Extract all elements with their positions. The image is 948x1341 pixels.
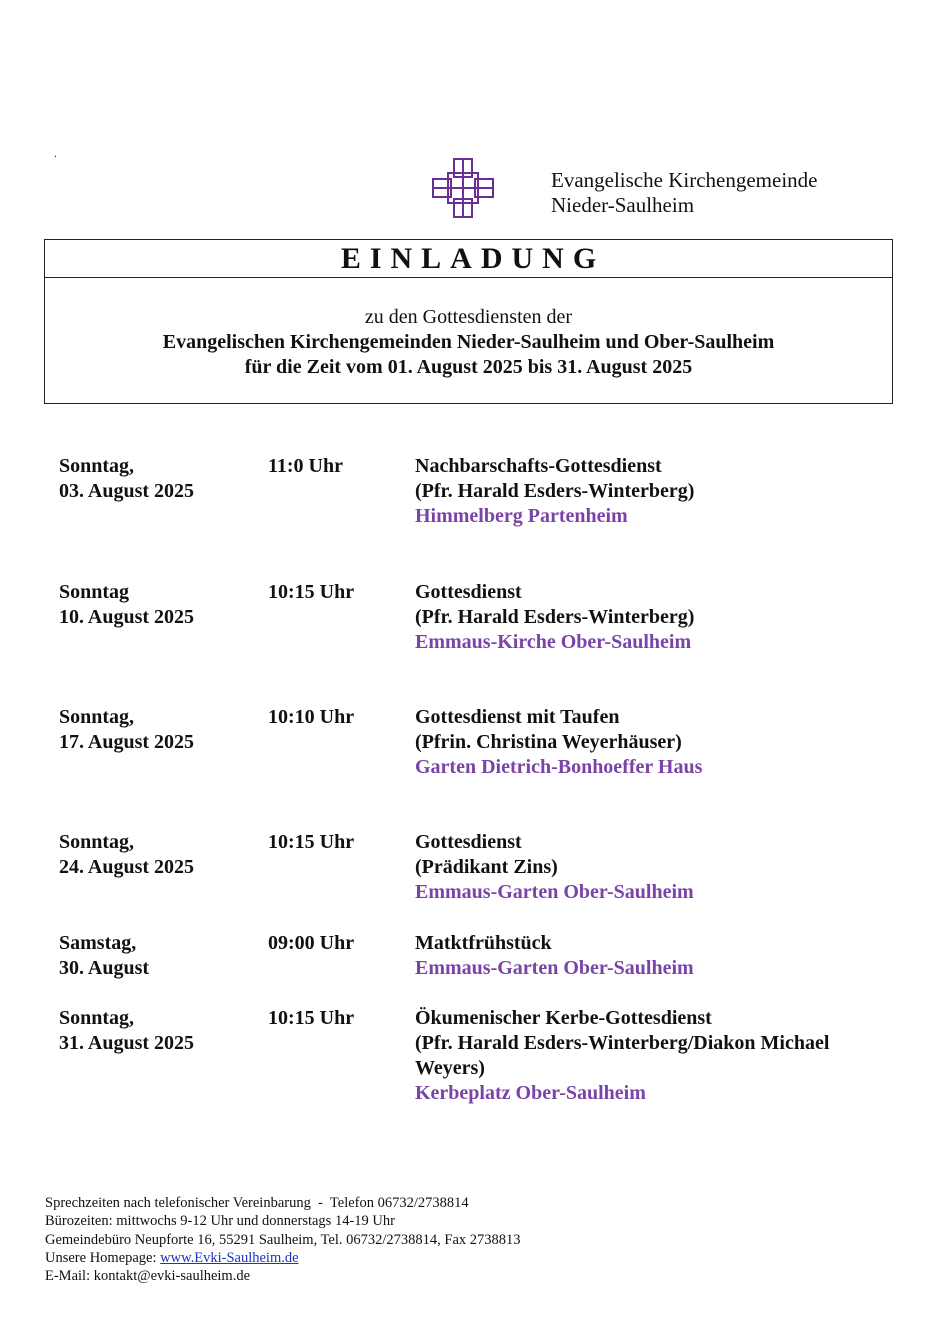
service-location: Himmelberg Partenheim <box>415 505 628 527</box>
invitation-line-3: für die Zeit vom 01. August 2025 bis 31. August 2025 <box>244 356 693 378</box>
service-date <box>59 580 194 630</box>
service-title: Matktfrühstück <box>415 932 552 954</box>
service-date <box>59 931 149 981</box>
service-date <box>59 454 194 504</box>
service-location: Emmaus-Garten Ober-Saulheim <box>415 881 694 903</box>
footer-homepage <box>45 1249 521 1267</box>
service-day: Samstag, <box>59 932 137 954</box>
homepage-link[interactable]: www.Evki-Saulheim.de <box>160 1249 299 1266</box>
footer-address: Gemeindebüro Neupforte 16, 55291 Saulheim, Tel. 06732/2738814, Fax 2738813 <box>45 1231 521 1248</box>
footer-office-hours: Bürozeiten: mittwochs 9-12 Uhr und donnerstags 14-19 Uhr <box>45 1213 395 1230</box>
service-info <box>415 580 885 655</box>
service-info <box>415 1006 885 1106</box>
service-time: 11:0 Uhr <box>268 455 343 477</box>
invitation-title: EINLADUNG <box>45 240 892 278</box>
service-title: Ökumenischer Kerbe-Gottesdienst <box>415 1007 712 1029</box>
service-info <box>415 931 885 981</box>
service-day: Sonntag, <box>59 455 135 477</box>
service-time: 09:00 Uhr <box>268 932 355 954</box>
service-title: Nachbarschafts-Gottesdienst <box>415 455 662 477</box>
service-location: Emmaus-Kirche Ober-Saulheim <box>415 631 692 653</box>
service-title: Gottesdienst <box>415 831 522 853</box>
invitation-subtitle <box>45 278 892 380</box>
service-day: Sonntag <box>59 581 130 603</box>
service-info <box>415 705 885 780</box>
service-title: Gottesdienst <box>415 581 522 603</box>
service-detail: (Pfr. Harald Esders-Winterberg) <box>415 606 695 628</box>
organization-name <box>551 168 817 218</box>
service-day: Sonntag, <box>59 831 135 853</box>
service-info <box>415 454 885 529</box>
service-time: 10:15 Uhr <box>268 1007 355 1029</box>
service-time: 10:10 Uhr <box>268 706 355 728</box>
service-detail: (Prädikant Zins) <box>415 856 558 878</box>
service-info <box>415 830 885 905</box>
org-line-1: Evangelische Kirchengemeinde <box>551 168 818 192</box>
service-detail: (Pfr. Harald Esders-Winterberg) <box>415 480 695 502</box>
footer <box>45 1194 521 1285</box>
service-date-text: 30. August <box>59 957 150 979</box>
service-day: Sonntag, <box>59 1007 135 1029</box>
service-date <box>59 1006 194 1056</box>
service-day: Sonntag, <box>59 706 135 728</box>
footer-email: E-Mail: kontakt@evki-saulheim.de <box>45 1268 251 1285</box>
invitation-box <box>44 239 893 404</box>
service-date-text: 03. August 2025 <box>59 480 195 502</box>
service-location: Kerbeplatz Ober-Saulheim <box>415 1082 646 1104</box>
org-line-2: Nieder-Saulheim <box>551 193 695 217</box>
service-date <box>59 705 194 755</box>
service-title: Gottesdienst mit Taufen <box>415 706 620 728</box>
invitation-line-2: Evangelischen Kirchengemeinden Nieder-Saulheim und Ober-Saulheim <box>162 331 775 353</box>
service-date-text: 10. August 2025 <box>59 606 195 628</box>
service-time: 10:15 Uhr <box>268 581 355 603</box>
service-location: Garten Dietrich-Bonhoeffer Haus <box>415 756 703 778</box>
stray-dot: . <box>54 146 57 160</box>
service-detail: (Pfr. Harald Esders-Winterberg/Diakon Michael Weyers) <box>415 1032 830 1079</box>
service-detail: (Pfrin. Christina Weyerhäuser) <box>415 731 682 753</box>
church-logo-icon <box>430 157 496 219</box>
service-date-text: 24. August 2025 <box>59 856 195 878</box>
invitation-line-1: zu den Gottesdiensten der <box>364 306 573 328</box>
service-date-text: 31. August 2025 <box>59 1032 195 1054</box>
homepage-label: Unsere Homepage: <box>45 1249 161 1266</box>
service-date-text: 17. August 2025 <box>59 731 195 753</box>
service-location: Emmaus-Garten Ober-Saulheim <box>415 957 694 979</box>
service-date <box>59 830 194 880</box>
service-time: 10:15 Uhr <box>268 831 355 853</box>
footer-office-hours-phone: Sprechzeiten nach telefonischer Vereinbarung - Telefon 06732/2738814 <box>45 1195 469 1211</box>
